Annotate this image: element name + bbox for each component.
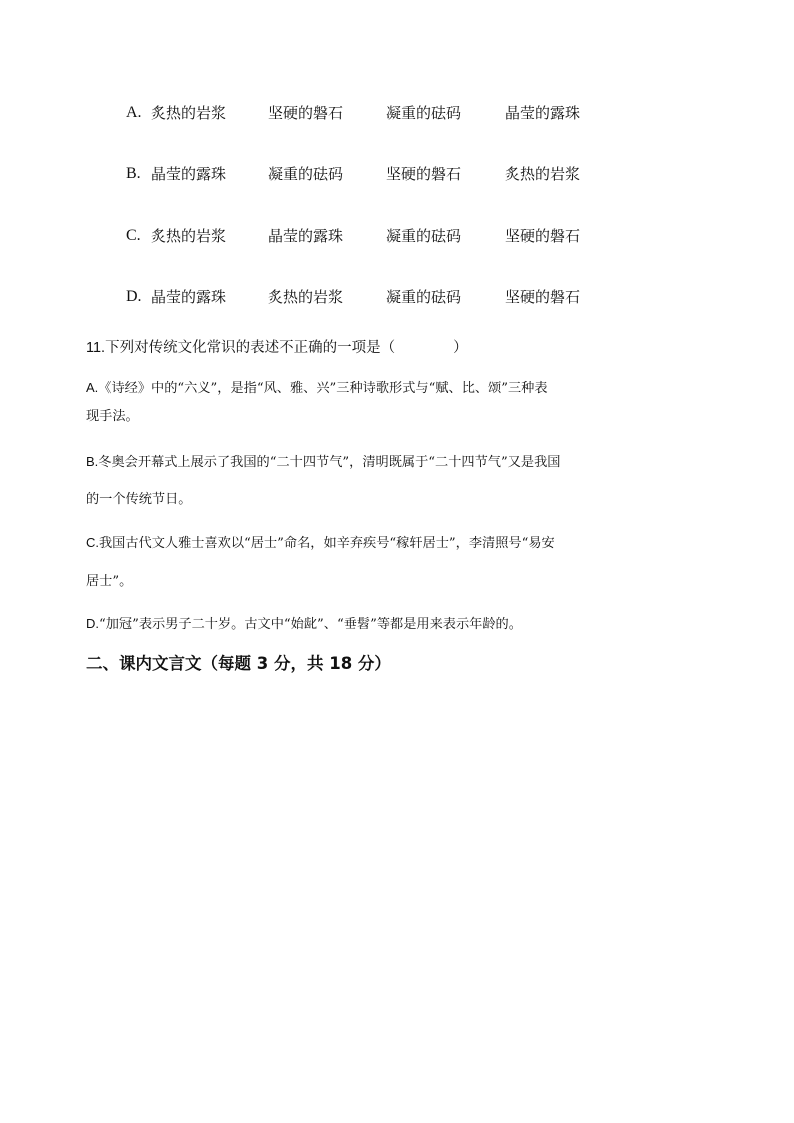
- choice-a-text: 《诗经》中的“六义”，是指“风、雅、兴”三种诗歌形式与“赋、比、颂”三种表: [98, 381, 548, 396]
- choice-a-line-1: [86, 378, 548, 399]
- option-item: 晶莹的露珠: [151, 165, 227, 183]
- option-letter: D.: [126, 288, 142, 305]
- choice-b-letter: B.: [86, 454, 99, 469]
- option-item: 凝重的砝码: [386, 104, 462, 122]
- option-item: 炙热的岩浆: [151, 104, 227, 122]
- choice-a-letter: A.: [86, 380, 99, 395]
- question-close-paren: ）: [453, 340, 468, 356]
- choice-d-letter: D.: [86, 616, 99, 631]
- choice-d-text: “加冠”表示男子二十岁。古文中“始龀”、“垂髫”等都是用来表示年龄的。: [99, 617, 522, 632]
- option-item: 晶莹的露珠: [151, 288, 227, 306]
- option-item: 炙热的岩浆: [505, 165, 581, 183]
- question-number: 11.: [86, 340, 106, 356]
- option-item: 炙热的岩浆: [151, 227, 227, 245]
- choice-c-line-1: [86, 533, 555, 554]
- choice-d-line-1: [86, 614, 522, 635]
- question-text: 下列对传统文化常识的表述不正确的一项是（: [105, 340, 396, 356]
- choice-c-text: 我国古代文人雅士喜欢以“居士”命名，如辛弃疾号“稼轩居士”，李清照号“易安: [99, 536, 555, 551]
- choice-b-line-1: [86, 452, 560, 473]
- choice-b-line-2: 的一个传统节日。: [86, 492, 192, 507]
- choice-c-letter: C.: [86, 535, 99, 550]
- choice-c-line-2: 居士”。: [86, 574, 133, 589]
- option-item: 坚硬的磐石: [505, 227, 581, 245]
- option-item: 炙热的岩浆: [268, 288, 344, 306]
- option-letter: C.: [126, 227, 141, 244]
- option-item: 坚硬的磐石: [268, 104, 344, 122]
- choice-b-text: 冬奥会开幕式上展示了我国的“二十四节气”，清明既属于“二十四节气”又是我国: [98, 455, 561, 470]
- option-letter: B.: [126, 165, 141, 182]
- section-heading: 二、课内文言文（每题 3 分，共 18 分）: [86, 654, 391, 673]
- choice-a-line-2: 现手法。: [86, 409, 139, 424]
- option-letter: A.: [126, 104, 142, 121]
- option-item: 凝重的砝码: [268, 165, 344, 183]
- option-item: 凝重的砝码: [386, 288, 462, 306]
- question-11: [86, 338, 468, 358]
- option-item: 凝重的砝码: [386, 227, 462, 245]
- option-item: 晶莹的露珠: [268, 227, 344, 245]
- option-item: 晶莹的露珠: [505, 104, 581, 122]
- option-item: 坚硬的磐石: [505, 288, 581, 306]
- option-item: 坚硬的磐石: [386, 165, 462, 183]
